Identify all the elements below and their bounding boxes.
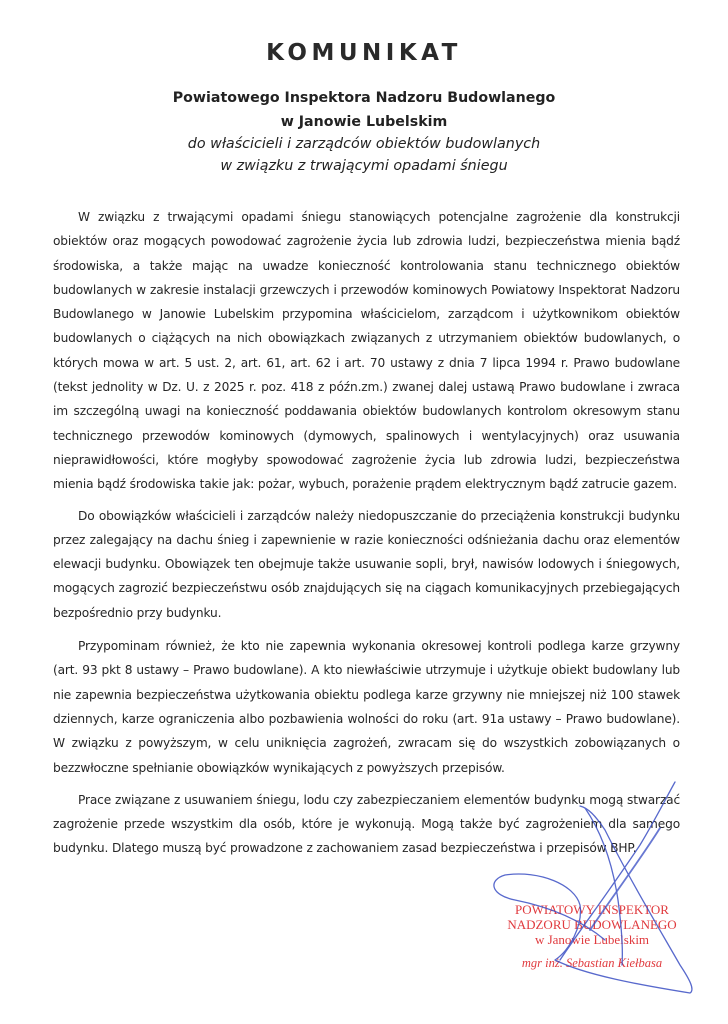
addressee-line-2: w związku z trwającymi opadami śniegu [220, 158, 508, 174]
issuer-line-2: w Janowie Lubelskim [280, 114, 448, 130]
official-stamp [492, 902, 692, 971]
stamp-signatory: mgr inż. Sebastian Kiełbasa [521, 956, 663, 970]
paragraph-4: Prace związane z usuwaniem śniegu, lodu czy zabezpieczaniem elementów budynku mogą stwarzać zagrożenie przede wszystkim dla osób, które je wykonują. Mogą także być zagrożeniem dla samego budynku. Dlatego muszą być prowadzone z zachowaniem zasad bezpieczeństwa i przepisów BHP. [53, 792, 680, 856]
stamp-line-1: POWIATOWY INSPEKTOR [515, 902, 669, 917]
stamp-line-2: NADZORU BUDOWLANEGO [507, 917, 677, 932]
stamp-line-3: w Janowie Lubelskim [534, 932, 650, 947]
paragraph-3: Przypominam również, że kto nie zapewnia wykonania okresowej kontroli podlega karze grzywny (art. 93 pkt 8 ustawy – Prawo budowlane). A kto niewłaściwie utrzymuje i użytkuje obiekt budowlany lub nie zapewnia bezpieczeństwa użytkowania obiektu podlega karze grzywny nie mniejszej niż 100 stawek dziennych, karze ograniczenia albo pozbawienia wolności do roku (art. 91a ustawy – Prawo budowlane). W związku z powyższym, w celu uniknięcia zagrożeń, zwracam się do wszystkich zobowiązanych o bezzwłoczne spełnianie obowiązków wynikających z powyższych przepisów. [53, 639, 680, 775]
document-title: KOMUNIKAT [266, 40, 462, 66]
issuer-line-1: Powiatowego Inspektora Nadzoru Budowlanego [172, 90, 556, 106]
paragraph-2: Do obowiązków właścicieli i zarządców należy niedopuszczanie do przeciążenia konstrukcji budynku przez zalegający na dachu śnieg i zapewnienie w razie konieczności odśnieżania dachu oraz elementów elewacji budynku. Obowiązek ten obejmuje także usuwanie sopli, brył, nawisów lodowych i śniegowych, mogących zagrozić bezpieczeństwu osób znajdujących się na ciągach komunikacyjnych przebiegających bezpośrednio przy budynku. [53, 508, 680, 620]
addressee-line-1: do właścicieli i zarządców obiektów budowlanych [187, 136, 541, 152]
paragraph-1: W związku z trwającymi opadami śniegu stanowiących potencjalne zagrożenie dla konstrukcji obiektów oraz mogących powodować zagrożenie życia lub zdrowia ludzi, bezpieczeństwa mienia bądź środowiska, a także mając na uwadze konieczność kontrolowania stanu technicznego obiektów budowlanych w zakresie instalacji grzewczych i przewodów kominowych Powiatowy Inspektorat Nadzoru Budowlanego w Janowie Lubelskim przypomina właścicielom, zarządcom i użytkownikom obiektów budowlanych o ciążących na nich obowiązkach związanych z utrzymaniem obiektów budowlanych, o których mowa w art. 5 ust. 2, art. 61, art. 62 i art. 70 ustawy z dnia 7 lipca 1994 r. Prawo budowlane (tekst jednolity w Dz. U. z 2025 r. poz. 418 z późn.zm.) zwanej dalej ustawą Prawo budowlane i zwraca im szczególną uwagi na konieczność poddawania obiektów budowlanych kontrolom okresowym stanu technicznego przewodów kominowych (dymowych, spalinowych i wentylacyjnych) oraz usuwania nieprawidłowości, które mogłyby spowodować zagrożenie życia lub zdrowia ludzi, bezpieczeństwa mienia bądź środowiska takie jak: pożar, wybuch, porażenie prądem elektrycznym bądź zatrucie gazem. [53, 210, 680, 492]
document-body [53, 205, 680, 861]
